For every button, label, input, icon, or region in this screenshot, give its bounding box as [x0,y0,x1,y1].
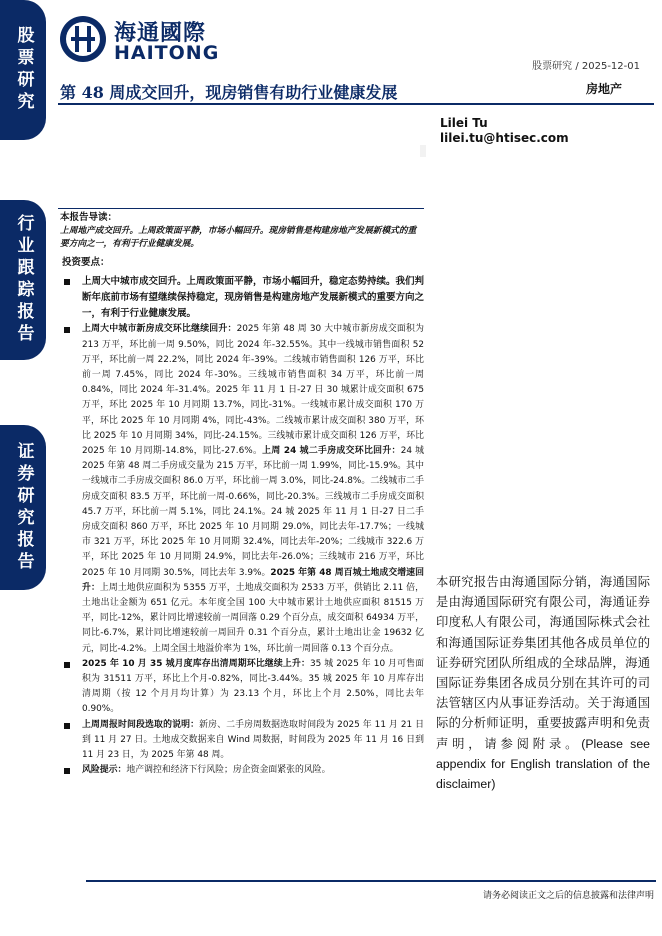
point-lead: 2025 年 10 月 35 城月度库存出清周期环比继续上升： [82,658,310,669]
side-tab-securities-research [0,425,46,590]
side-tab-stock-research [0,0,46,140]
industry-label: 房地产 [585,82,622,96]
haitong-logo [58,14,228,62]
point-lead: 风险提示： [82,765,127,776]
point-lead: 2025 年第 48 周百城土地成交增速回升： [82,567,424,593]
point-text: 24 城 2025 年第 48 周二手房成交量为 215 万平，环比前一周 1.99%，同比-15.9%。其中一线城市二手房成交面积 86.0 万平，环比前一周 3.0%，同比-24.8%。二线城市二手房成交面积 83.5 万平，环比前一周-0.66%，同比-20.3%。三线城市二手房成交面积 45.7 万平，环比前一周 5.1%，同比 24.1%。24 城 2025 年 11 月 1 日-27 日二手房成交面积 860 万平，环比 2025 年 10 月同期 29.0%，同比去年-17.7%；一线城市 321 万平，环比 2025 年 10 月同期 32.4%，同比去年-20%；二线城市 322.6 万平，环比 2025 年 10 月同期 24.9%，同比去年-26.0%；三线城市 216 万平，环比 2025 年 10 月同期 30.5%，同比去年 3.9%。 [82,446,425,578]
point-lead: 上周大中城市新房成交环比继续回升： [82,324,237,335]
haitong-emblem-icon [58,14,108,64]
meta-separator: / [575,61,579,72]
investment-point [60,718,424,764]
investment-point [60,322,424,656]
report-title: 第 48 周成交回升，现房销售有助行业健康发展 [60,83,398,102]
disclaimer-text: 本研究报告由海通国际分销，海通国际是由海通国际研究有限公司，海通证券印度私人有限公司，海通国际株式会社和海通国际证券集团其他各成员单位的证券研究团队所组成的全球品牌，海通国际证券集团各成员分别在其许可的司法管辖区内从事证券活动。关于海通国际的分析师证明，重要披露声明和免责声明，请参阅附录。 [436,575,650,751]
report-type: 股票研究 [532,61,573,72]
side-tab-label: 证券研究报告 [13,441,34,574]
logo-chinese-text: 海通國際 [114,20,207,46]
side-tab-industry-tracking [0,200,46,360]
side-tab-label: 股票研究 [13,26,34,114]
footer-notice: 请务必阅读正文之后的信息披露和法律声明 [482,891,654,901]
author-email[interactable]: lilei.tu@htisec.com [440,131,569,145]
summary-divider [58,208,424,209]
point-lead: 上周周报时间段选取的说明： [82,719,200,730]
point-text: 35 城 2025 年 10 月可售面积为 31511 万平，环比上个月-0.82%，同比-3.44%。35 城 2025 年 10 月库存出清周期（按 12 个月月均计算）为 23.13 个月，环比上个月 2.50%，同比去年 0.90%。 [82,658,424,715]
point-text: 地产调控和经济下行风险；房企资金面紧张的风险。 [126,765,331,776]
author-name: Lilei Tu [440,116,488,130]
distribution-disclaimer [436,572,650,794]
footer-divider [86,880,656,882]
report-meta [532,57,640,72]
investment-heading: 投资要点： [62,257,110,269]
logo-english-text: HAITONG [114,42,220,64]
investment-point [60,763,424,778]
investment-point [60,657,424,718]
guide-heading: 本报告导读： [60,212,118,223]
investment-point: 上周大中城市成交回升。上周政策面平静，市场小幅回升，稳定态势持续。我们判断年底前市场有望继续保持稳定，现房销售是构建房地产发展新模式的重要方向之一，有利于行业健康发展。 [60,274,424,322]
report-summary [60,210,424,779]
decorative-box [420,145,426,157]
point-text: 上周土地供应面积为 5355 万平，土地成交面积为 2533 万平，供销比 2.11 倍，土地出让金额为 651 亿元。本年度全国 100 大中城市累计土地供应面积 81515 万平，同比-12%，累计同比增速较前一周回落 0.29 个百分点，成交面积 64934 万平，同比-6.7%，累计同比增速较前一周回升 0.31 个百分点，累计土地出让金 19632 亿元，同比-4.2%。上周全国土地溢价率为 1%，环比前一周回落 0.13 个百分点。 [82,582,425,654]
author-block [440,116,569,146]
title-divider [58,103,654,105]
disclaimer-english-note: (Please see appendix for English translation of the disclaimer) [436,736,650,792]
point-lead: 上周 24 城二手房成交环比回升： [262,446,401,457]
investment-points [60,274,424,778]
point-text: 2025 年第 48 周 30 大中城市新房成交面积为 213 万平，环比前一周 9.50%，同比 2024 年-32.55%。其中一线城市销售面积 52 万平，环比前一周 22.2%，同比 2024 年-39%。二线城市销售面积 126 万平，环比前一周 7.45%，同比 2024 年-30%。三线城市销售面积 34 万平，环比前一周 0.84%，同比 2024 年-31.4%。2025 年 11 月 1 日-27 日 30 城累计成交面积 675 万平，环比 2025 年 10 月同期 13.7%，同比-31%。一线城市累计成交面积 170 万平，环比 2025 年 10 月同期 4%，同比-43%。二线城市累计成交面积 380 万平，环比 2025 年 10 月同期 34%，同比-24.15%。三线城市累计成交面积 126 万平，环比 2025 年 10 月同期-14.8%，同比-27.6%。 [82,324,424,457]
side-tab-label: 行业跟踪报告 [13,214,34,346]
point-text: 新房、二手房周数据选取时间段为 2025 年 11 月 21 日到 11 月 27 日。土地成交数据来自 Wind 周数据，时间段为 2025 年 11 月 16 日到 11 月 23 日，为 2025 年第 48 周。 [82,719,425,761]
guide-text: 上周地产成交回升。上周政策面平静，市场小幅回升。现房销售是构建房地产发展新模式的重要方向之一，有利于行业健康发展。 [60,226,417,250]
report-date: 2025-12-01 [581,61,640,72]
